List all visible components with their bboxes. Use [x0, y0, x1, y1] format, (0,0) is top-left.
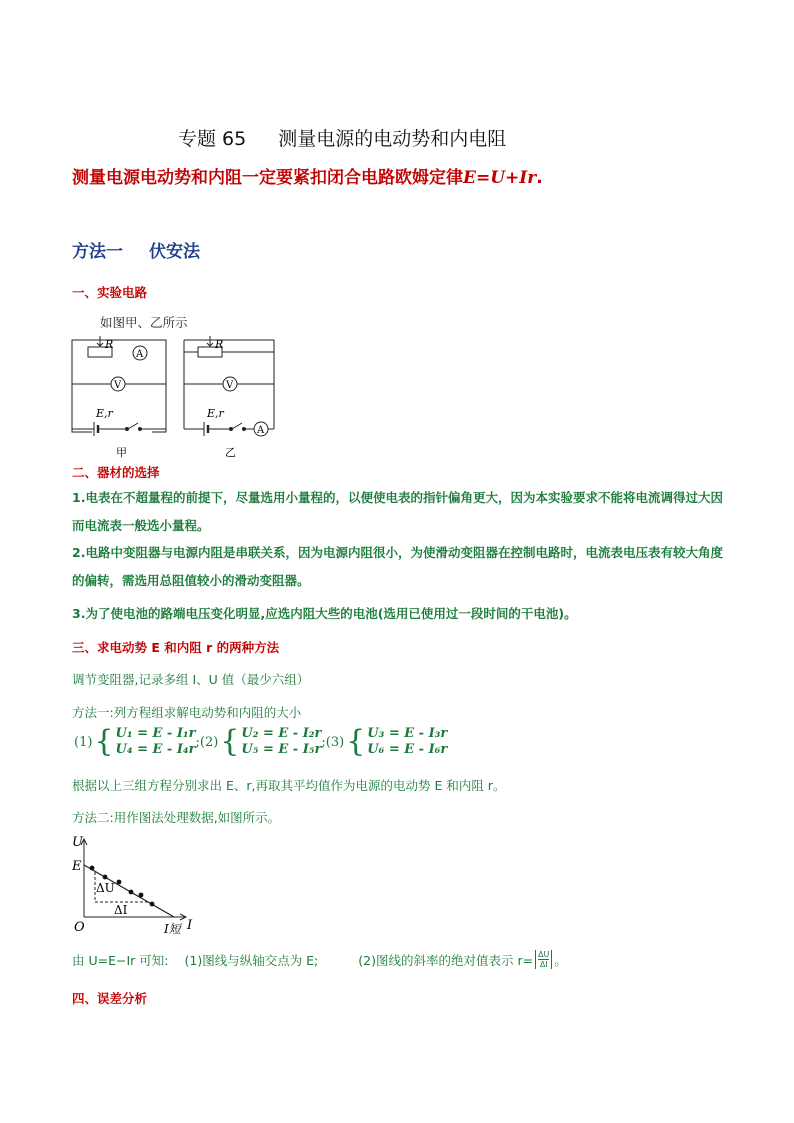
circuit-a-voltmeter: V: [114, 380, 122, 391]
method-label: 方法一: [72, 242, 123, 262]
eq-3-top: U₃ = E - I₃r: [367, 726, 448, 741]
eq-group-2-tag: (2): [199, 734, 219, 750]
data-point: [90, 866, 95, 871]
paragraph-meter-choice: 1.电表在不超量程的前提下，尽量选用小量程的，以便使电表的指针偏角更大，因为本实验要求不能将电流调得过大因而电流表一般选小量程。: [72, 490, 723, 533]
average-conclusion: 根据以上三组方程分别求出 E、r,再取其平均值作为电源的电动势 E 和内阻 r。: [72, 778, 506, 793]
page-title: [178, 124, 506, 151]
subtitle-formula: E=U+Ir: [463, 168, 537, 188]
title-number: 专题 65: [178, 128, 247, 150]
result-period: 。: [554, 952, 567, 968]
circuit-b-source-label: E,r: [207, 407, 224, 420]
eq-1-bottom: U₄ = E - I₄r: [115, 742, 196, 757]
delta-i-label: ΔI: [114, 903, 128, 917]
circuit-b-voltmeter: V: [226, 380, 234, 391]
circuit-b-label: 乙: [225, 446, 236, 459]
circuit-a-ammeter: A: [136, 349, 144, 360]
equation-groups: (1) { U₁ = E - I₁r U₄ = E - I₄r ; (2) { U₂ = E - I₂r U₅ = E - I₅r ; (3) { U₃ = E - I₃r U₆ = E - I₆r: [74, 724, 448, 759]
circuit-b-ammeter: A: [257, 425, 265, 436]
eq-group-2: [241, 726, 321, 758]
data-point: [129, 890, 134, 895]
circuit-caption: 如图甲、乙所示: [100, 315, 188, 330]
data-point: [150, 902, 155, 907]
short-current-label: I短: [164, 922, 181, 936]
eq-group-1: [116, 726, 196, 758]
record-data-text: 调节变阻器,记录多组 I、U 值（最少六组）: [72, 672, 310, 687]
result-slope: (2)图线的斜率的绝对值表示 r=: [358, 952, 534, 968]
e-intercept-label: E: [72, 859, 82, 874]
section-heading-4: 四、误差分析: [72, 991, 148, 1006]
data-point: [139, 893, 144, 898]
data-point: [117, 880, 122, 885]
eq-1-top: U₁ = E - I₁r: [115, 726, 196, 741]
circuit-a-label: 甲: [116, 446, 127, 459]
x-axis-label: I: [187, 918, 193, 933]
circuit-a-r-label: R: [105, 338, 114, 351]
section-heading-2: 二、器材的选择: [72, 465, 160, 480]
method-name: 伏安法: [149, 242, 200, 262]
graph-method-text: 方法二:用作图法处理数据,如图所示。: [72, 810, 281, 825]
circuit-b-r-label: R: [215, 338, 224, 351]
data-point: [103, 875, 108, 880]
result-intercept: (1)图线与纵轴交点为 E;: [184, 952, 319, 968]
eq-2-top: U₂ = E - I₂r: [241, 726, 322, 741]
method-heading: [72, 237, 200, 262]
result-prefix: 由 U=E−Ir 可知:: [72, 952, 169, 968]
ui-graph: [68, 832, 200, 940]
eq-group-3-tag: (3): [325, 734, 345, 750]
y-axis-label: U: [72, 835, 83, 850]
title-text: 测量电源的电动势和内电阻: [278, 128, 507, 150]
fraction-numerator: ΔU: [538, 950, 550, 959]
section-heading-3: 三、求电动势 E 和内阻 r 的两种方法: [72, 640, 280, 655]
subtitle-text: 测量电源电动势和内阻一定要紧扣闭合电路欧姆定律: [72, 168, 463, 188]
eq-group-1-tag: (1): [74, 734, 93, 750]
paragraph-rheostat-choice: 2.电路中变阻器与电源内阻是串联关系，因为电源内阻很小，为使滑动变阻器在控制电路时，电流表电压表有较大角度的偏转，需选用总阻值较小的滑动变阻器。: [72, 545, 723, 588]
subtitle-period: .: [536, 168, 543, 188]
method-equations-text: 方法一:列方程组求解电动势和内阻的大小: [72, 705, 302, 720]
eq-sep-2: ;: [321, 734, 326, 750]
graph-result: [72, 950, 567, 969]
slope-fraction: [535, 950, 552, 969]
eq-2-bottom: U₅ = E - I₅r: [241, 742, 322, 757]
eq-sep-1: ;: [195, 734, 200, 750]
eq-3-bottom: U₆ = E - I₆r: [367, 742, 448, 757]
origin-label: O: [74, 920, 85, 935]
circuit-diagram-b: [178, 334, 286, 460]
section-heading-1: 一、实验电路: [72, 285, 148, 300]
fraction-denominator: ΔI: [539, 960, 548, 969]
delta-u-label: ΔU: [96, 881, 115, 895]
subtitle: [72, 163, 543, 188]
paragraph-battery-choice: 3.为了使电池的路端电压变化明显,应选内阻大些的电池(选用已使用过一段时间的干电池)。: [72, 606, 577, 621]
circuit-diagram-a: [66, 334, 174, 460]
eq-group-3: [367, 726, 447, 758]
circuit-a-source-label: E,r: [96, 407, 113, 420]
